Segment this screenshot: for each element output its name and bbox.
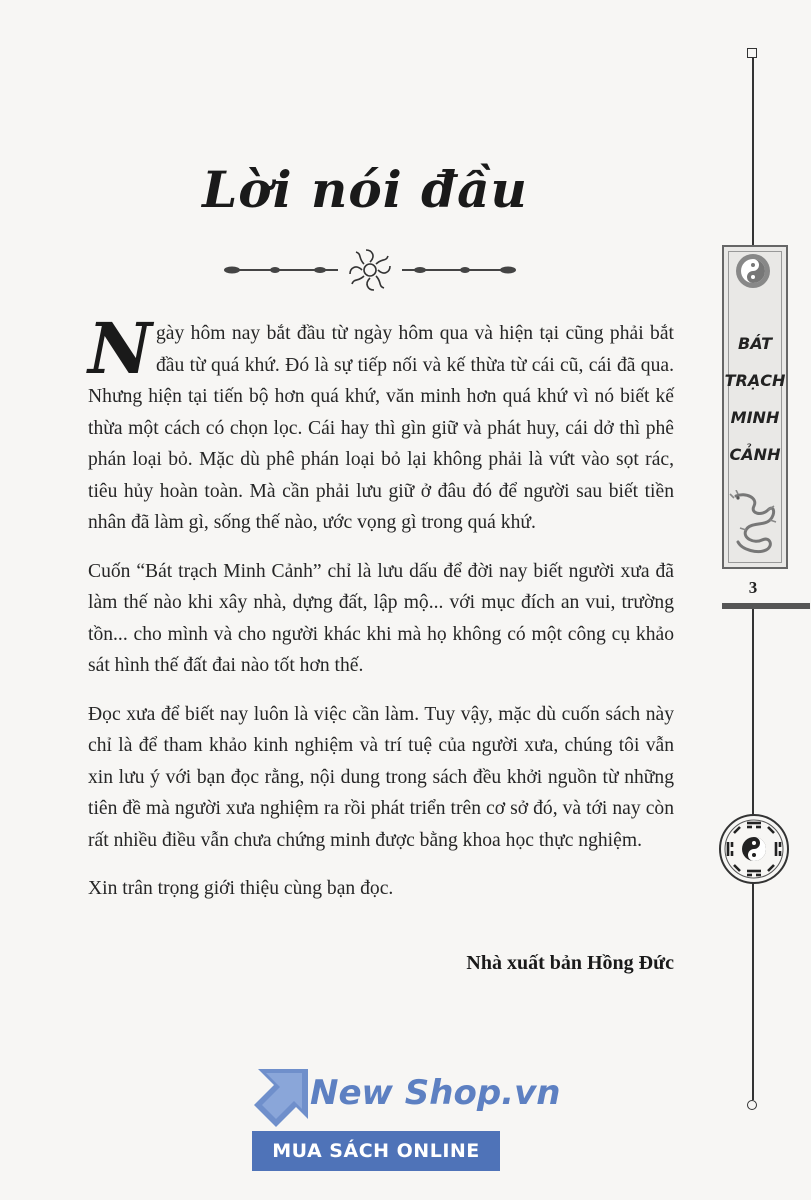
spine-title-line: BÁT: [738, 334, 772, 353]
paragraph-4: [88, 873, 674, 905]
page-number-bar: [722, 603, 810, 609]
yin-yang-icon: [735, 253, 771, 289]
spine-title-line: MINH: [730, 408, 780, 427]
publisher-signature: Nhà xuất bản Hồng Đức: [466, 952, 674, 974]
spine-title-line: CẢNH: [729, 445, 781, 464]
arrow-icon: [252, 1065, 314, 1129]
paragraph-3-text: Đọc xưa để biết nay luôn là việc cần làm. Tuy vậy, mặc dù cuốn sách này chỉ là để tham khảo kinh nghiệm và trí tuệ của người xưa, chúng tôi vẫn xin lưu ý với bạn đọc rằng, nội dung trong sách đều khởi nguồn từ những tiên đề mà người xưa nghiệm ra rồi phát triển trên cơ sở đó, và tới nay còn rất nhiều điều vẫn chưa chứng minh được bằng khoa học thực nghiệm.: [88, 703, 674, 851]
paragraph-2-text: Cuốn “Bát trạch Minh Cảnh” chỉ là lưu dấu để đời nay biết người xưa đã làm thế nào khi xây nhà, dựng đất, lập mộ... với mục đích an vui, trường tồn... cho mình và cho người khác khi mà họ không có một công cụ khảo sát hình thế đất đai nào tốt hơn thế.: [88, 560, 674, 676]
paragraph-1: [88, 307, 674, 539]
spine-title: [722, 325, 788, 473]
dragon-icon: [728, 490, 780, 556]
page-title: Lời nói đầu: [202, 160, 528, 219]
paragraph-2: [88, 556, 674, 682]
drop-cap: N: [88, 307, 152, 390]
rail-square-end: [747, 48, 757, 58]
rail-line-top: [752, 56, 754, 245]
page-number: 3: [748, 578, 758, 597]
spine-title-line: TRẠCH: [724, 371, 786, 390]
shop-logo-banner: MUA SÁCH ONLINE: [252, 1131, 500, 1171]
shop-logo[interactable]: [252, 1065, 561, 1175]
shop-logo-name: New Shop.vn: [310, 1073, 561, 1113]
bagua-icon: [718, 813, 790, 885]
rail-dot-end: [747, 1100, 757, 1110]
paragraph-4-text: Xin trân trọng giới thiệu cùng bạn đọc.: [88, 878, 394, 899]
body-text: [88, 307, 674, 922]
paragraph-1-text: gày hôm nay bắt đầu từ ngày hôm qua và hiện tại cũng phải bắt đầu từ quá khứ. Đó là sự tiếp nối và kế thừa từ cái cũ, cái đã qua. Nhưng hiện tại tiến bộ hơn quá khứ, văn minh hơn quá khứ vì nó biết kế thừa một cách có chọn lọc. Cái hay thì gìn giữ và phát huy, cái dở thì phê phán loại bỏ. Mặc dù phê phán loại bỏ lại không phải là vứt vào sọt rác, tiêu hủy hoàn toàn. Mà cần phải lưu giữ ở đâu đó để người sau biết tiền nhân đã làm gì, sống thế nào, ước vọng gì trong quá khứ.: [88, 323, 674, 533]
ornament-divider: [220, 245, 520, 295]
paragraph-3: [88, 699, 674, 857]
